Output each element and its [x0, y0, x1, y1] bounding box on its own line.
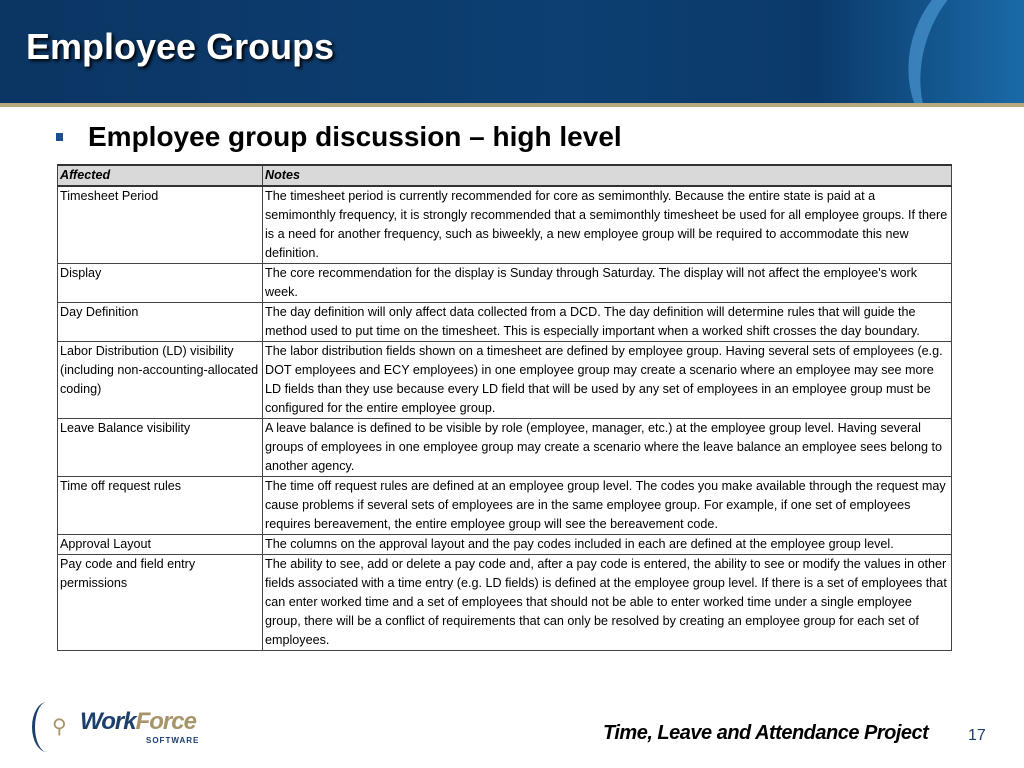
table-row — [58, 303, 952, 342]
divider — [0, 103, 1024, 107]
affected-cell: Leave Balance visibility — [58, 419, 263, 477]
table-row — [58, 477, 952, 535]
notes-cell: The core recommendation for the display is Sunday through Saturday. The display will not affect the employee's work week. — [263, 264, 952, 303]
page-number: 17 — [968, 727, 986, 744]
notes-table — [57, 164, 952, 651]
logo-figure-icon: ⚲ — [52, 716, 67, 738]
notes-cell: The labor distribution fields shown on a timesheet are defined by employee group. Having several sets of employees (e.g. DOT employees and ECY employees) in one employee group may create a scenario where an employee may see more LD fields than they use because every LD field that will be used by any set of employees in an employee group must be configured for the entire employee group. — [263, 342, 952, 419]
table-row — [58, 419, 952, 477]
table-row — [58, 264, 952, 303]
subtitle: Employee group discussion – high level — [88, 121, 622, 152]
table-row — [58, 555, 952, 651]
table-row — [58, 342, 952, 419]
workforce-logo — [30, 700, 230, 752]
table-header — [58, 165, 952, 186]
table-row — [58, 186, 952, 264]
table-row — [58, 535, 952, 555]
affected-cell: Timesheet Period — [58, 186, 263, 264]
notes-cell: The time off request rules are defined at an employee group level. The codes you make available through the request may cause problems if several sets of employees are in the same employee group. For example, if one set of employees requires bereavement, the entire employee group will see the bereavement code. — [263, 477, 952, 535]
affected-cell: Labor Distribution (LD) visibility (including non-accounting-allocated coding) — [58, 342, 263, 419]
logo-sub: SOFTWARE — [146, 736, 200, 745]
logo-text: WorkForce — [80, 708, 196, 735]
column-header: Affected — [58, 165, 263, 186]
affected-cell: Pay code and field entry permissions — [58, 555, 263, 651]
affected-cell: Display — [58, 264, 263, 303]
notes-cell: The day definition will only affect data collected from a DCD. The day definition will determine rules that will guide the method used to put time on the timesheet. This is especially important when a worked shift crosses the day boundary. — [263, 303, 952, 342]
notes-cell: The timesheet period is currently recommended for core as semimonthly. Because the entire state is paid at a semimonthly frequency, it is strongly recommended that a semimonthly timesheet be used for all employee groups. If there is a need for another frequency, such as biweekly, a new employee group will be required to accommodate this new definition. — [263, 186, 952, 264]
affected-cell: Time off request rules — [58, 477, 263, 535]
notes-cell: The ability to see, add or delete a pay code and, after a pay code is entered, the ability to see or modify the values in other fields associated with a time entry (e.g. LD fields) is defined at the employee group level. If there is a set of employees that can enter worked time and a set of employees that should not be able to enter worked time under a single employee group, there will be a conflict of requirements that can only be resolved by creating an employee group for each set of employees. — [263, 555, 952, 651]
column-header: Notes — [263, 165, 952, 186]
page-title: Employee Groups — [26, 26, 335, 67]
project-name: Time, Leave and Attendance Project — [603, 722, 929, 744]
affected-cell: Day Definition — [58, 303, 263, 342]
affected-cell: Approval Layout — [58, 535, 263, 555]
notes-cell: A leave balance is defined to be visible by role (employee, manager, etc.) at the employee group level. Having several groups of employees in one employee group may create a scenario where the leave balance an employee sees belong to another agency. — [263, 419, 952, 477]
notes-cell: The columns on the approval layout and the pay codes included in each are defined at the employee group level. — [263, 535, 952, 555]
bullet-icon — [56, 133, 63, 141]
